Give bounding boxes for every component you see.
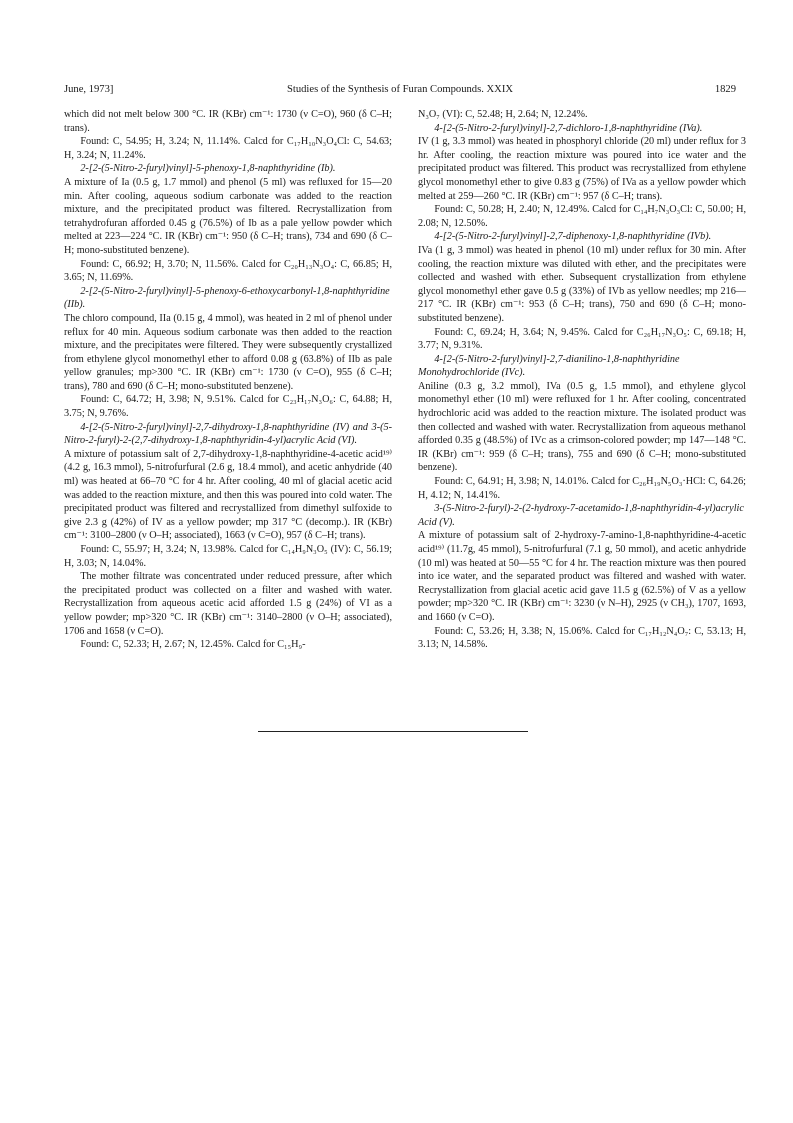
paragraph: The mother filtrate was concentrated under reduced pressure, after which the precipitated product was collected on a filter and washed with water. Recrystallization from aqueous acetic acid afforded 1.5 g (24%) of VI as a yellow powder; mp>320 °C. IR (KBr) cm⁻¹: 3140–2800 (ν O–H; associated), 1706 and 1658 (ν C=O). [64, 571, 392, 637]
analysis-line: Found: C, 64.91; H, 3.98; N, 14.01%. Calcd for C₂₆H₁₉N₅O₃·HCl: C, 64.26; H, 4.12; N, 14.41%. [418, 476, 746, 501]
end-rule [258, 731, 528, 732]
analysis-line: Found: C, 52.33; H, 2.67; N, 12.45%. Calcd for C₁₅H₉- [80, 639, 306, 651]
analysis-line: Found: C, 53.26; H, 3.38; N, 15.06%. Calcd for C₁₇H₁₂N₄O₇: C, 53.13; H, 3.13; N, 14.58%. [418, 625, 746, 651]
paragraph: A mixture of potassium salt of 2,7-dihydroxy-1,8-naphthyridine-4-acetic acid¹⁹⁾ (4.2 g, 16.3 mmol), 5-nitrofurfural (2.6 g, 18.4 mmol), and acetic anhydride (40 ml) was heated at 66–70 °C for 4 hr. After cooling, 40 ml of glacial acetic acid was added to the reaction mixture, and then this was poured into cold water. The precipitated product was filtered and recrystallized from dimethyl sulfoxide to give 2.3 g (42%) of IV as a yellow powder; mp 317 °C (decomp.). IR (KBr) cm⁻¹: 3100–2800 (ν O–H; associated), 1663 (ν C=O), 957 (δ C–H; trans). [64, 448, 392, 542]
page-number: 1829 [714, 84, 736, 95]
compound-heading: 4-[2-(5-Nitro-2-furyl)vinyl]-2,7-dianilino-1,8-naphthyridine Monohydrochloride (IVc). [418, 353, 680, 379]
paragraph: A mixture of Ia (0.5 g, 1.7 mmol) and phenol (5 ml) was refluxed for 15—20 min. After cooling, aqueous sodium carbonate was added to the reaction mixture, and the precipitated product was filtered. Recrystallization from tetrahydrofuran afforded 0.45 g (76.5%) of Ib as a pale yellow powder which melted at 223—224 °C. IR (KBr) cm⁻¹: 950 (δ C–H; trans), 734 and 690 (δ C–H; mono-substituted benzene). [64, 176, 392, 256]
compound-heading: 2-[2-(5-Nitro-2-furyl)vinyl]-5-phenoxy-1,8-naphthyridine (Ib). [80, 163, 336, 175]
paragraph: IV (1 g, 3.3 mmol) was heated in phosphoryl chloride (20 ml) under reflux for 3 hr. After cooling, the reaction mixture was poured into ice water and the precipitated product was filtered. This product was recrystallized from ethylene glycol monomethyl ether to give 0.83 g (75%) of IVa as a yellow powder which melted at 259—260 °C. IR (KBr) cm⁻¹: 957 (δ C–H; trans). [418, 136, 746, 202]
compound-heading: 3-(5-Nitro-2-furyl)-2-(2-hydroxy-7-acetamido-1,8-naphthyridin-4-yl)acrylic Acid (V). [418, 503, 744, 528]
paragraph: The chloro compound, IIa (0.15 g, 4 mmol), was heated in 2 ml of phenol under reflux for 40 min. Aqueous sodium carbonate was then added to the reaction mixture, and the precipitates were filtered. They were subsequently crystallized from ethylene glycol monomethyl ether to afford 0.08 g (63.8%) of IIb as pale yellow granules; mp>300 °C. IR (KBr) cm⁻¹: 1730 (ν C=O), 955 (δ C–H; trans), 780 and 690 (δ C–H; mono-substituted benzene). [64, 312, 392, 392]
analysis-line: Found: C, 64.72; H, 3.98; N, 9.51%. Calcd for C₂₃H₁₇N₃O₆: C, 64.88; H, 3.75; N, 9.76%. [64, 394, 392, 420]
analysis-line: Found: C, 69.24; H, 3.64; N, 9.45%. Calcd for C₂₆H₁₇N₃O₅: C, 69.18; H, 3.77; N, 9.31%. [418, 326, 746, 352]
analysis-line: Found: C, 55.97; H, 3.24; N, 13.98%. Calcd for C₁₄H₉N₃O₅ (IV): C, 56.19; H, 3.03; N, 14.04%. [64, 544, 392, 569]
analysis-line: Found: C, 54.95; H, 3.24; N, 11.14%. Calcd for C₁₇H₁₀N₃O₄Cl: C, 54.63; H, 3.24; N, 11.24%. [64, 136, 392, 161]
paragraph: A mixture of potassium salt of 2-hydroxy-7-amino-1,8-naphthyridine-4-acetic acid¹⁹⁾ (11.7g, 45 mmol), 5-nitrofurfural (7.1 g, 50 mmol), and acetic anhydride (10 ml) was heated at 50—55 °C for 4 hr. The reaction mixture was then poured into ice water, and the separated product was filtered and washed with water. Recrystallization from glacial acetic acid gave 11.5 g (62.5%) of V as a yellow powder; mp>320 °C. IR (KBr) cm⁻¹: 3230 (ν N–H), 2925 (ν CH₃), 1707, 1693, and 1660 (ν C=O). [418, 530, 746, 623]
compound-heading: 4-[2-(5-Nitro-2-furyl)vinyl]-2,7-dihydroxy-1,8-naphthyridine (IV) and 3-(5-Nitro-2-furyl)-2-(2,7-dihydroxy-1,8-naphthyridin-4-yl)acrylic Acid (VI). [64, 421, 392, 447]
compound-heading: 2-[2-(5-Nitro-2-furyl)vinyl]-5-phenoxy-6-ethoxycarbonyl-1,8-naphthyridine (IIb). [64, 285, 390, 311]
left-column [64, 108, 392, 652]
header-title: Studies of the Synthesis of Furan Compounds. XXIX [287, 84, 513, 95]
analysis-line: N₃O₇ (VI): C, 52.48; H, 2.64; N, 12.24%. [418, 109, 588, 120]
paragraph: Aniline (0.3 g, 3.2 mmol), IVa (0.5 g, 1.5 mmol), and ethylene glycol monomethyl ether (10 ml) were refluxed for 1 hr. After cooling, concentrated hydrochloric acid was added to the reaction mixture. The isolated product was then collected and washed with water. Recrystallization from aqueous methanol afforded 0.35 g (48.5%) of IVc as a crimson-colored powder; mp 147—148 °C. IR (KBr) cm⁻¹: 959 (δ C–H; trans), 755 and 690 (δ C–H; mono-substituted benzene). [418, 380, 746, 474]
right-column [418, 108, 746, 652]
compound-heading: 4-[2-(5-Nitro-2-furyl)vinyl]-2,7-diphenoxy-1,8-naphthyridine (IVb). [434, 231, 712, 243]
compound-heading: 4-[2-(5-Nitro-2-furyl)vinyl]-2,7-dichloro-1,8-naphthyridine (IVa). [434, 122, 703, 134]
header-date: June, 1973] [64, 84, 114, 95]
analysis-line: Found: C, 50.28; H, 2.40; N, 12.49%. Calcd for C₁₄H₇N₃O₃Cl: C, 50.00; H, 2.08; N, 12.50%. [418, 204, 746, 229]
paragraph: which did not melt below 300 °C. IR (KBr) cm⁻¹: 1730 (ν C=O), 960 (δ C–H; trans). [64, 109, 392, 134]
analysis-line: Found: C, 66.92; H, 3.70; N, 11.56%. Calcd for C₂₀H₁₃N₃O₄: C, 66.85; H, 3.65; N, 11.69%. [64, 258, 392, 284]
paragraph: IVa (1 g, 3 mmol) was heated in phenol (10 ml) under reflux for 30 min. After cooling, the reaction mixture was diluted with ether, and the precipitates were collected and washed with ether. Subsequent crystallization from ethylene glycol monomethyl ether gave 0.5 g (33%) of IVb as yellow needles; mp 216—217 °C. IR (KBr) cm⁻¹: 953 (δ C–H; trans), 750 and 690 (δ C–H; mono-substituted benzene). [418, 244, 746, 324]
running-header [64, 83, 736, 97]
